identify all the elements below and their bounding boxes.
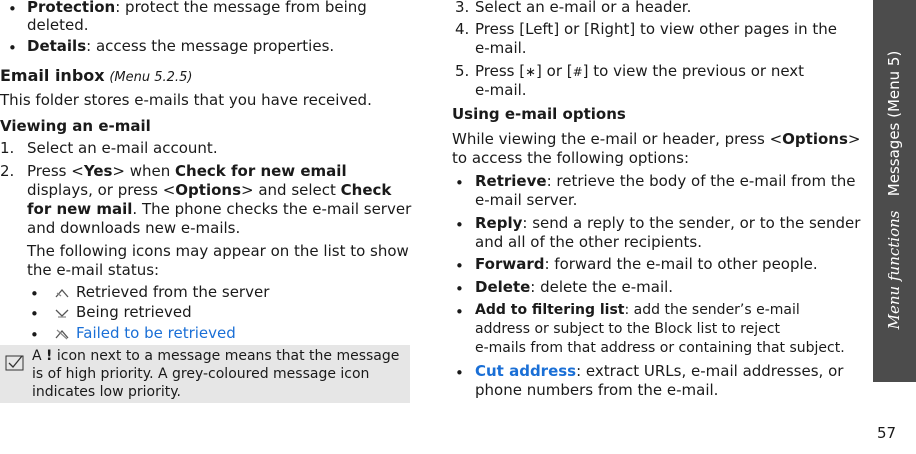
subheading-text: Using e-mail options bbox=[452, 105, 626, 123]
step-number: 3. bbox=[455, 0, 470, 16]
bullet: • bbox=[8, 0, 17, 18]
note-text bbox=[32, 347, 399, 401]
protection-desc: : protect the message from being bbox=[115, 0, 367, 16]
step-3-text: Select an e-mail or a header. bbox=[475, 0, 692, 16]
term-delete: Delete bbox=[475, 278, 531, 296]
text: ] or [ bbox=[536, 62, 573, 80]
term-cut-address: Cut address bbox=[475, 362, 577, 380]
term-reply: Reply bbox=[475, 214, 523, 232]
details-desc: : access the message properties. bbox=[86, 37, 335, 55]
bullet: • bbox=[455, 280, 464, 298]
option-forward bbox=[475, 255, 818, 274]
text: displays, or press < bbox=[27, 181, 176, 199]
bullet: • bbox=[30, 305, 39, 323]
option-cut-address bbox=[475, 362, 843, 381]
options-intro-cont: to access the following options: bbox=[452, 149, 690, 167]
option-retrieve-cont: e-mail server. bbox=[475, 191, 578, 209]
step-5-line-1 bbox=[475, 62, 804, 82]
option-reply bbox=[475, 214, 860, 233]
icons-intro-cont: the e-mail status: bbox=[27, 261, 160, 279]
bullet: • bbox=[455, 216, 464, 234]
option-filter-cont-2: e-mails from that address or containing that subject. bbox=[475, 340, 845, 356]
mail-failed-icon bbox=[55, 328, 69, 340]
text: A bbox=[32, 348, 47, 364]
hash-key-icon: # bbox=[572, 65, 583, 79]
step-4-line-2: e-mail. bbox=[475, 39, 527, 57]
text: > bbox=[847, 130, 861, 148]
term-details: Details bbox=[27, 37, 87, 55]
step-5-line-2: e-mail. bbox=[475, 81, 527, 99]
step-2-line-3 bbox=[27, 200, 411, 219]
protection-item bbox=[27, 0, 367, 17]
step-number: 2. bbox=[0, 162, 15, 180]
text: Press < bbox=[27, 162, 84, 180]
bullet: • bbox=[8, 39, 17, 57]
step-1-text: Select an e-mail account. bbox=[27, 139, 218, 157]
text: : extract URLs, e-mail addresses, or bbox=[576, 362, 844, 380]
icon-label-retrieved: Retrieved from the server bbox=[76, 283, 270, 301]
option-reply-cont: and all of the other recipients. bbox=[475, 233, 702, 251]
bullet: • bbox=[455, 174, 464, 192]
note-box bbox=[0, 345, 410, 403]
option-filter-cont: address or subject to the Block list to reject bbox=[475, 321, 780, 337]
bullet: • bbox=[455, 257, 464, 275]
option-cut-address-cont: phone numbers from the e-mail. bbox=[475, 381, 719, 399]
options-intro bbox=[452, 130, 860, 149]
term-retrieve: Retrieve bbox=[475, 172, 547, 190]
note-check-icon bbox=[5, 354, 25, 372]
icons-intro: The following icons may appear on the list to show bbox=[27, 242, 409, 260]
star-key-icon: ∗ bbox=[525, 65, 537, 80]
chapter-title: Menu functions bbox=[885, 210, 903, 330]
section-intro: This folder stores e-mails that you have received. bbox=[0, 91, 372, 109]
note-line-2: is of high priority. A grey-coloured message icon bbox=[32, 366, 370, 382]
text: > when bbox=[112, 162, 176, 180]
option-delete bbox=[475, 278, 673, 297]
bullet: • bbox=[455, 303, 464, 321]
icon-label-failed: Failed to be retrieved bbox=[76, 324, 236, 342]
protection-desc-cont: deleted. bbox=[27, 16, 89, 34]
term-add-to-filtering-list: Add to filtering list bbox=[475, 302, 625, 318]
subheading bbox=[0, 117, 151, 136]
step-2-line-2 bbox=[27, 181, 391, 200]
subheading bbox=[452, 105, 626, 124]
step-2-line-4: and downloads new e-mails. bbox=[27, 219, 241, 237]
text: : add the sender’s e-mail bbox=[624, 302, 800, 318]
key-yes: Yes bbox=[83, 162, 113, 180]
key-options: Options bbox=[782, 130, 848, 148]
note-line-3: indicates low priority. bbox=[32, 384, 181, 400]
term-check: Check bbox=[340, 181, 392, 199]
text: : delete the e-mail. bbox=[530, 278, 674, 296]
bullet: • bbox=[455, 364, 464, 382]
section-title: Email inbox bbox=[0, 66, 105, 85]
text: : retrieve the body of the e-mail from the bbox=[546, 172, 856, 190]
term-check-new-email: Check for new email bbox=[175, 162, 347, 180]
text: > and select bbox=[241, 181, 341, 199]
section-menu-ref: (Menu 5.2.5) bbox=[109, 70, 193, 85]
step-number: 1. bbox=[0, 139, 15, 157]
bullet: • bbox=[30, 326, 39, 344]
text: ] to view the previous or next bbox=[582, 62, 805, 80]
text: While viewing the e-mail or header, press < bbox=[452, 130, 783, 148]
step-number: 4. bbox=[455, 20, 470, 38]
term-for-new-mail: for new mail bbox=[27, 200, 133, 218]
step-2-line-1 bbox=[27, 162, 347, 181]
text: : send a reply to the sender, or to the sender bbox=[522, 214, 861, 232]
option-retrieve bbox=[475, 172, 855, 191]
subheading-text: Viewing an e-mail bbox=[0, 117, 151, 135]
page-number: 57 bbox=[877, 424, 897, 442]
chapter-side-label bbox=[885, 51, 903, 330]
text: icon next to a message means that the message bbox=[52, 348, 400, 364]
exclamation-mark: ! bbox=[46, 348, 53, 364]
step-number: 5. bbox=[455, 62, 470, 80]
mail-retrieved-icon bbox=[55, 287, 69, 299]
option-filter bbox=[475, 301, 800, 320]
text: Press [ bbox=[475, 62, 526, 80]
bullet: • bbox=[30, 285, 39, 303]
mail-retrieving-icon bbox=[55, 307, 69, 319]
section-heading bbox=[0, 66, 192, 87]
chapter-section: Messages (Menu 5) bbox=[885, 50, 903, 197]
term-forward: Forward bbox=[475, 255, 545, 273]
step-1 bbox=[0, 139, 14, 158]
details-item bbox=[27, 37, 334, 56]
term-protection: Protection bbox=[27, 0, 116, 16]
text: . The phone checks the e-mail server bbox=[132, 200, 412, 218]
note-line-1 bbox=[32, 347, 399, 365]
icon-label-retrieving: Being retrieved bbox=[76, 303, 192, 321]
step-4-line-1: Press [Left] or [Right] to view other pages in the bbox=[475, 20, 837, 38]
text: : forward the e-mail to other people. bbox=[544, 255, 818, 273]
key-options: Options bbox=[175, 181, 241, 199]
